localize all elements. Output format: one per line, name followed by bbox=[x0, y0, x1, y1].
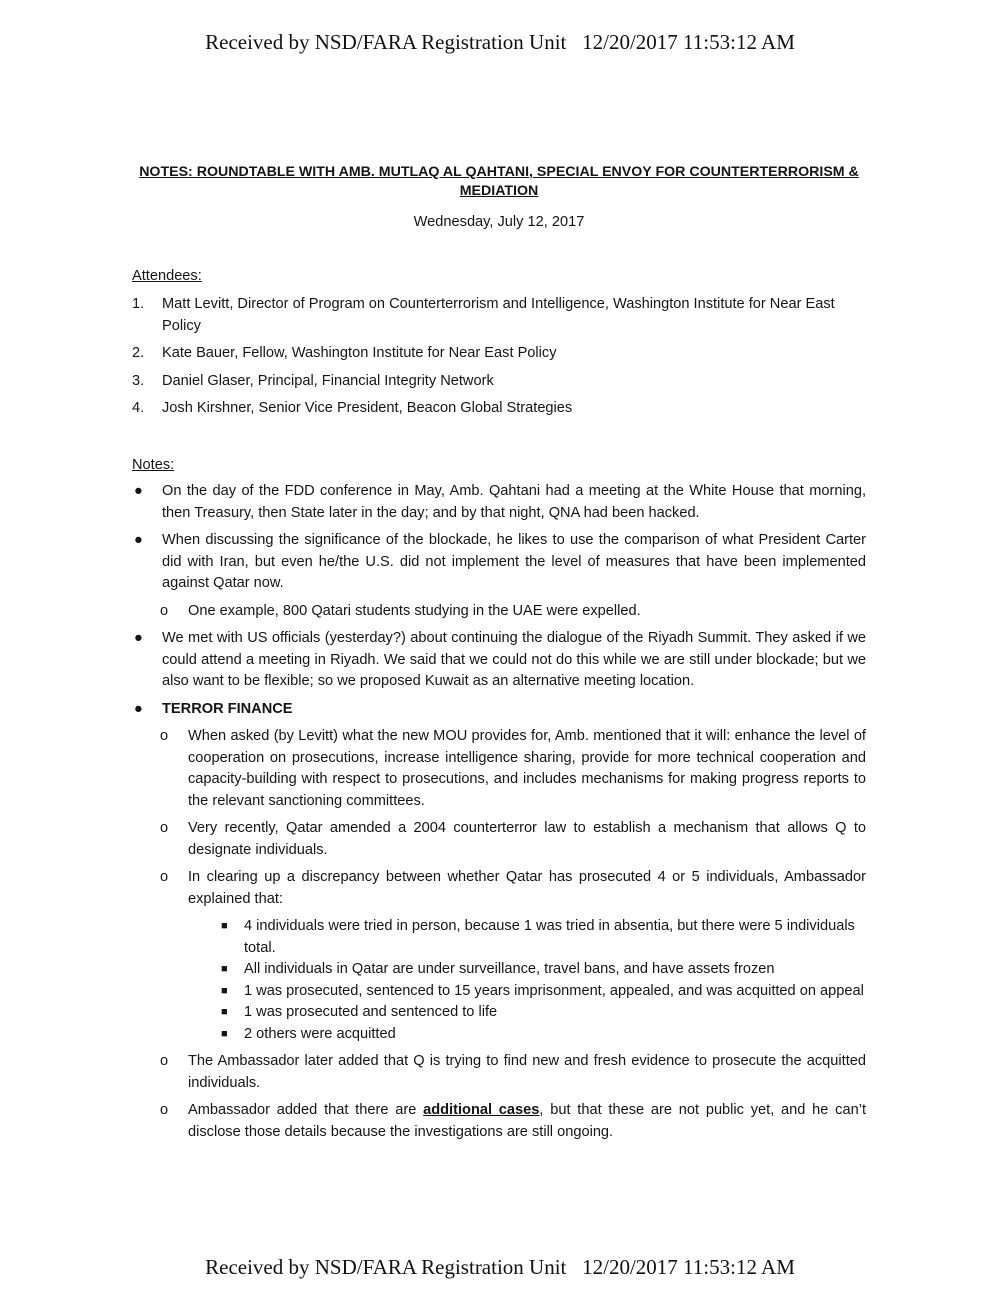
attendee-item bbox=[132, 343, 872, 365]
note-subitem bbox=[132, 867, 866, 1045]
square-bullet-icon: ■ bbox=[221, 963, 228, 975]
note-subitem bbox=[132, 1051, 866, 1094]
prosecution-details-list bbox=[188, 916, 866, 1045]
circle-bullet-icon: o bbox=[160, 728, 169, 744]
attendee-number: 2. bbox=[132, 345, 145, 361]
circle-bullet-icon: o bbox=[160, 869, 169, 885]
terror-finance-sublist bbox=[132, 726, 866, 1143]
notes-heading: Notes: bbox=[132, 457, 175, 473]
note-bullet bbox=[132, 530, 866, 622]
square-bullet-icon: ■ bbox=[221, 984, 228, 997]
attendee-number: 4. bbox=[132, 400, 145, 416]
detail-text: 1 was prosecuted and sentenced to life bbox=[244, 1004, 498, 1020]
attendee-text: Daniel Glaser, Principal, Financial Integrity Network bbox=[162, 372, 494, 389]
note-subitem-text-post: , but that these are not public yet, and he can’t disclose those details because the investigations are still ongoing. bbox=[188, 1102, 866, 1140]
note-text: When discussing the significance of the blockade, he likes to use the comparison of what President Carter did with Iran, but even he/the U.S. did not implement the level of measures that have been implemented against Qatar now. bbox=[162, 532, 866, 591]
note-subitem bbox=[132, 818, 866, 861]
detail-item bbox=[188, 1002, 866, 1024]
detail-text: 4 individuals were tried in person, because 1 was tried in absentia, but there were 5 individuals total. bbox=[244, 918, 855, 956]
bullet-icon: ● bbox=[134, 532, 143, 548]
note-bullet bbox=[132, 481, 866, 524]
note-bullet-terror-finance bbox=[132, 699, 866, 1144]
bullet-icon: ● bbox=[134, 630, 143, 646]
circle-bullet-icon: o bbox=[160, 1102, 169, 1118]
bullet-icon: ● bbox=[134, 483, 143, 499]
meeting-date: Wednesday, July 12, 2017 bbox=[413, 214, 585, 230]
detail-text: 2 others were acquitted bbox=[244, 1025, 396, 1042]
detail-item bbox=[188, 959, 866, 981]
circle-bullet-icon: o bbox=[160, 602, 169, 619]
square-bullet-icon: ■ bbox=[221, 920, 228, 932]
detail-item bbox=[188, 916, 866, 959]
note-subitem-text-pre: Ambassador added that there are bbox=[188, 1102, 424, 1118]
note-subitem-text: In clearing up a discrepancy between whether Qatar has prosecuted 4 or 5 individuals, Ambassador explained that: bbox=[188, 869, 866, 907]
attendees-heading: Attendees: bbox=[132, 268, 202, 284]
note-text: We met with US officials (yesterday?) about continuing the dialogue of the Riyadh Summit. They asked if we could attend a meeting in Riyadh. We said that we could not do this while we are still under blockade; but we also want to be flexible; so we proposed Kuwait as an alternative meeting location. bbox=[162, 630, 866, 689]
detail-item bbox=[188, 1024, 866, 1046]
detail-item bbox=[188, 981, 866, 1003]
circle-bullet-icon: o bbox=[160, 820, 169, 836]
notes-list bbox=[132, 481, 866, 1149]
attendee-number: 1. bbox=[132, 296, 145, 312]
registration-stamp-top: Received by NSD/FARA Registration Unit 12/20/2017 11:53:12 AM bbox=[205, 30, 795, 54]
square-bullet-icon: ■ bbox=[221, 1006, 228, 1018]
registration-stamp-bottom: Received by NSD/FARA Registration Unit 12/20/2017 11:53:12 AM bbox=[205, 1255, 795, 1279]
attendee-number: 3. bbox=[132, 372, 145, 389]
detail-text: All individuals in Qatar are under surveillance, travel bans, and have assets frozen bbox=[244, 961, 775, 977]
attendee-item bbox=[132, 294, 872, 337]
circle-bullet-icon: o bbox=[160, 1053, 169, 1069]
note-subitem-text: One example, 800 Qatari students studying in the UAE were expelled. bbox=[188, 602, 641, 619]
note-subitem-text: Very recently, Qatar amended a 2004 counterterror law to establish a mechanism that allows Q to designate individuals. bbox=[188, 820, 866, 858]
note-subitem bbox=[132, 726, 866, 812]
emphasis-additional-cases: additional cases bbox=[423, 1102, 540, 1118]
bullet-icon: ● bbox=[134, 700, 143, 717]
attendees-list bbox=[132, 294, 872, 426]
note-subitem bbox=[132, 1100, 866, 1143]
square-bullet-icon: ■ bbox=[221, 1027, 228, 1040]
section-label-terror-finance: TERROR FINANCE bbox=[162, 700, 293, 717]
detail-text: 1 was prosecuted, sentenced to 15 years imprisonment, appealed, and was acquitted on appeal bbox=[244, 982, 864, 999]
attendee-text: Matt Levitt, Director of Program on Counterterrorism and Intelligence, Washington Institute for Near East Policy bbox=[162, 296, 835, 334]
note-subitem-text: When asked (by Levitt) what the new MOU provides for, Amb. mentioned that it will: enhance the level of cooperation on prosecutions, increase intelligence sharing, provide for more technical cooperation and capacity-building with respect to prosecutions, and includes mechanisms for making progress reports to the relevant sanctioning committees. bbox=[188, 728, 866, 809]
note-subitem-text: The Ambassador later added that Q is trying to find new and fresh evidence to prosecute the acquitted individuals. bbox=[188, 1053, 866, 1091]
attendee-text: Josh Kirshner, Senior Vice President, Beacon Global Strategies bbox=[162, 400, 573, 416]
note-bullet bbox=[132, 628, 866, 693]
note-subitem bbox=[132, 601, 866, 623]
attendee-text: Kate Bauer, Fellow, Washington Institute for Near East Policy bbox=[162, 345, 557, 361]
document-title: NOTES: ROUNDTABLE WITH AMB. MUTLAQ AL QAHTANI, SPECIAL ENVOY FOR COUNTERTERRORISM & MEDIATION bbox=[139, 164, 859, 199]
note-sublist bbox=[162, 601, 866, 623]
attendee-item bbox=[132, 398, 872, 420]
attendee-item bbox=[132, 371, 872, 393]
note-text: On the day of the FDD conference in May, Amb. Qahtani had a meeting at the White House that morning, then Treasury, then State later in the day; and by that night, QNA had been hacked. bbox=[162, 483, 866, 521]
